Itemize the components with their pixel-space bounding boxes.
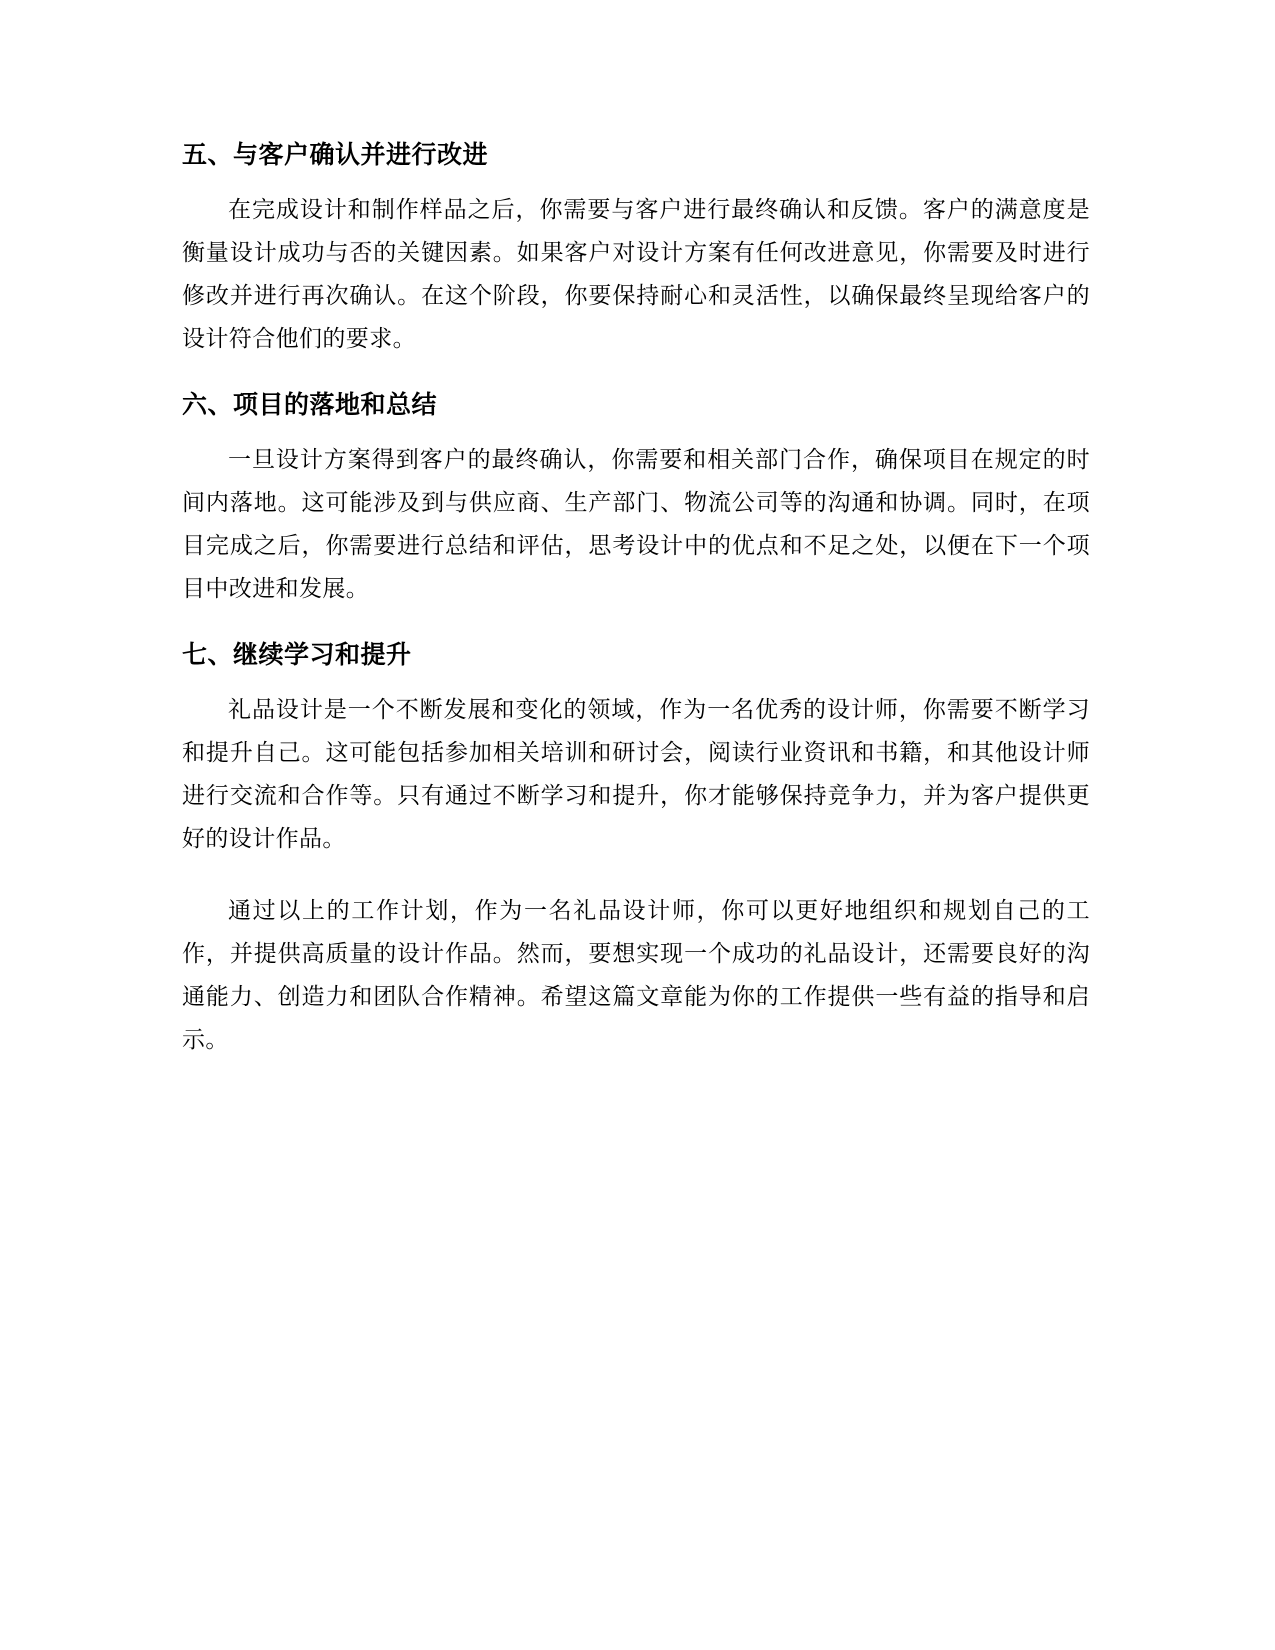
- section-heading-5: 五、与客户确认并进行改进: [182, 140, 489, 169]
- spacer: [182, 361, 1090, 390]
- section-paragraph-7: 礼品设计是一个不断发展和变化的领域，作为一名优秀的设计师，你需要不断学习和提升自己。这可能包括参加相关培训和研讨会，阅读行业资讯和书籍，和其他设计师进行交流和合作等。只有通过不断学习和提升，你才能够保持竞争力，并为客户提供更好的设计作品。: [182, 697, 1090, 852]
- spacer: [182, 611, 1090, 640]
- section-heading-6: 六、项目的落地和总结: [182, 390, 438, 419]
- spacer: [182, 420, 1090, 439]
- section-heading-7: 七、继续学习和提升: [182, 640, 412, 669]
- spacer: [182, 670, 1090, 689]
- section-paragraph-5: 在完成设计和制作样品之后，你需要与客户进行最终确认和反馈。客户的满意度是衡量设计成功与否的关键因素。如果客户对设计方案有任何改进意见，你需要及时进行修改并进行再次确认。在这个阶段，你要保持耐心和灵活性，以确保最终呈现给客户的设计符合他们的要求。: [182, 197, 1090, 352]
- spacer: [182, 861, 1090, 890]
- conclusion-paragraph: 通过以上的工作计划，作为一名礼品设计师，你可以更好地组织和规划自己的工作，并提供高质量的设计作品。然而，要想实现一个成功的礼品设计，还需要良好的沟通能力、创造力和团队合作精神。希望这篇文章能为你的工作提供一些有益的指导和启示。: [182, 898, 1090, 1053]
- section-paragraph-6: 一旦设计方案得到客户的最终确认，你需要和相关部门合作，确保项目在规定的时间内落地。这可能涉及到与供应商、生产部门、物流公司等的沟通和协调。同时，在项目完成之后，你需要进行总结和评估，思考设计中的优点和不足之处，以便在下一个项目中改进和发展。: [182, 447, 1090, 602]
- spacer: [182, 170, 1090, 189]
- document-page: [182, 140, 1090, 1062]
